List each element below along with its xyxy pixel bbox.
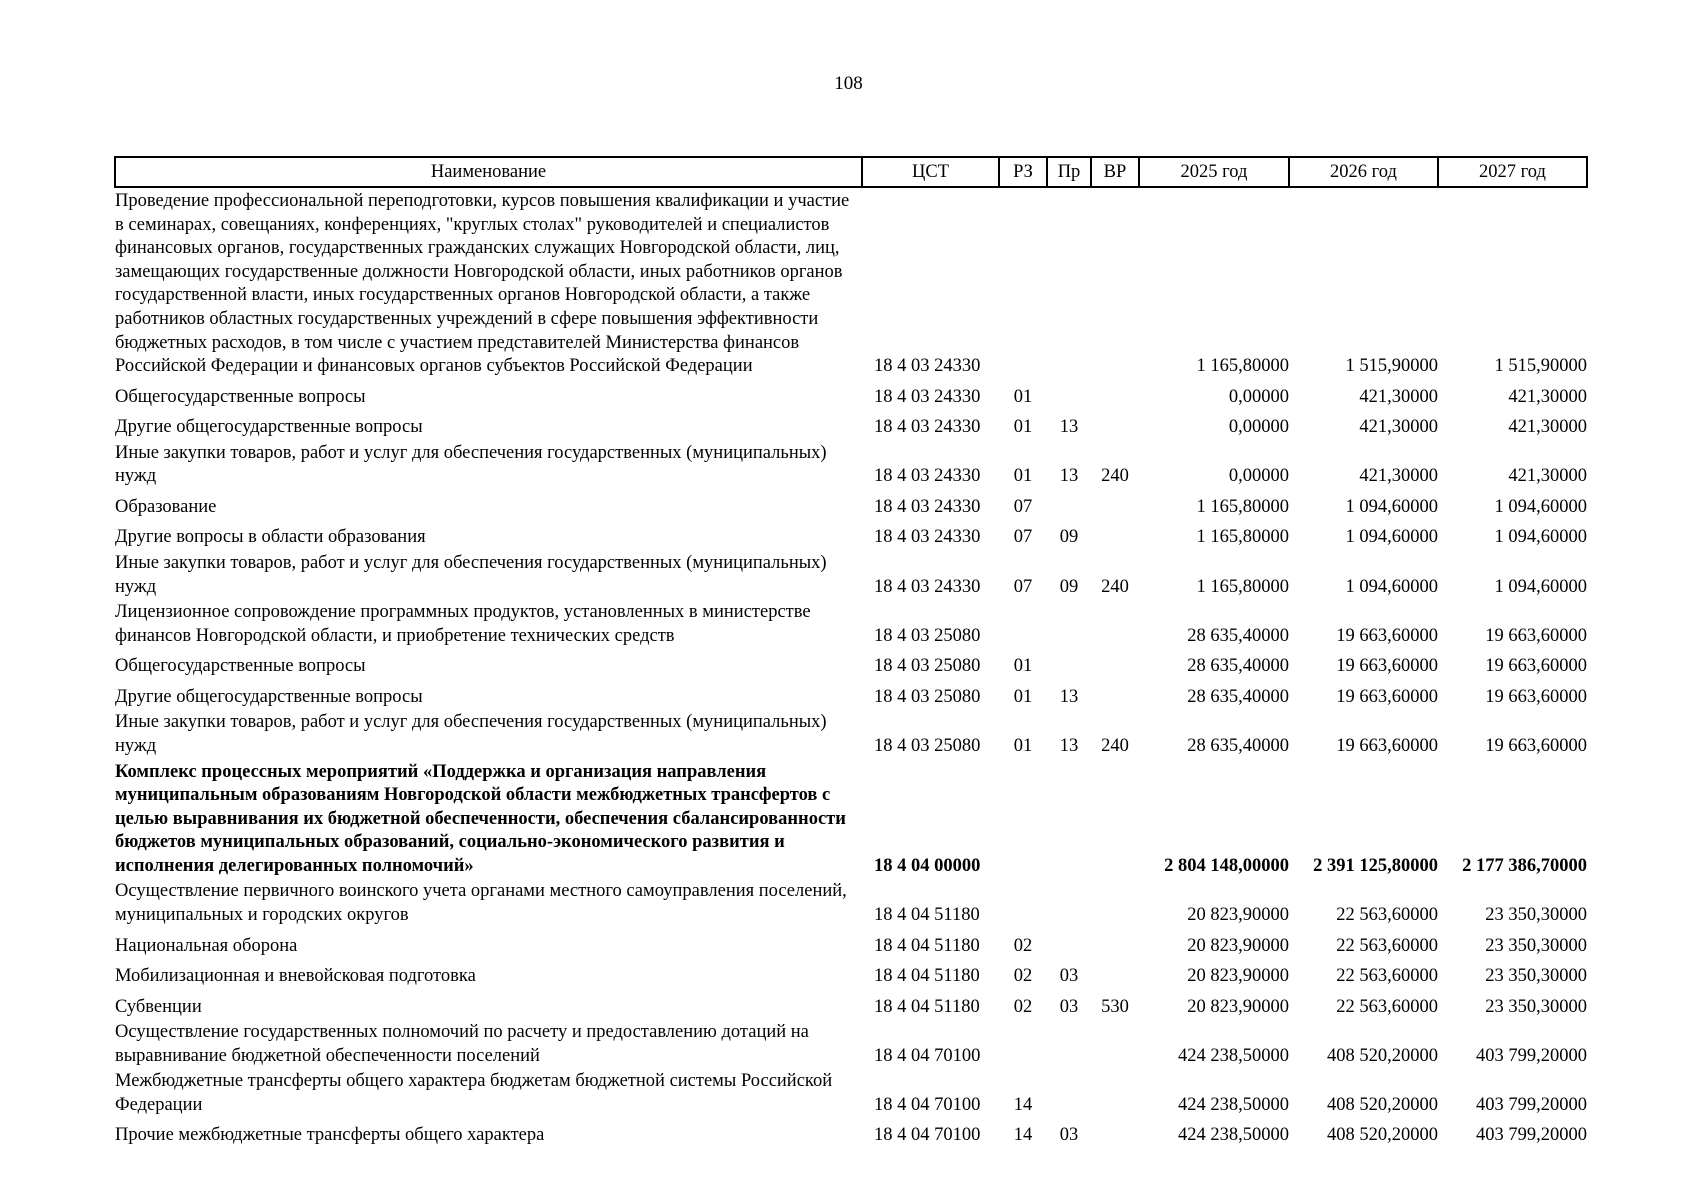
cell-rz xyxy=(999,878,1047,927)
cell-rz: 01 xyxy=(1013,735,1033,756)
cell-rz xyxy=(999,599,1047,648)
cell-name: Осуществление первичного воинского учета органами местного самоуправления поселений, муниципальных и городских округов xyxy=(115,881,847,926)
cell-name: Лицензионное сопровождение программных продуктов, установленных в министерстве финансов Новгородской области, и приобретение технических средств xyxy=(115,602,811,646)
cell-2025: 20 823,90000 xyxy=(1187,996,1289,1017)
table-row xyxy=(115,379,1587,410)
cell-cst: 18 4 03 24330 xyxy=(874,386,981,407)
table-row xyxy=(115,1019,1587,1068)
cell-vr xyxy=(1091,878,1139,927)
cell-cst: 18 4 03 25080 xyxy=(874,625,981,646)
cell-2025: 20 823,90000 xyxy=(1187,966,1289,987)
table-row xyxy=(115,989,1587,1020)
cell-vr xyxy=(1091,187,1139,379)
cell-2026: 1 094,60000 xyxy=(1345,496,1438,517)
cell-pr: 09 xyxy=(1059,576,1079,597)
cell-2025: 28 635,40000 xyxy=(1187,735,1289,756)
cell-2027: 1 094,60000 xyxy=(1494,576,1587,597)
table-row xyxy=(115,440,1587,489)
cell-pr: 13 xyxy=(1059,466,1079,487)
cell-rz: 01 xyxy=(1013,417,1033,438)
cell-rz xyxy=(999,759,1047,879)
cell-cst: 18 4 03 24330 xyxy=(874,527,981,548)
cell-cst: 18 4 03 24330 xyxy=(874,356,981,377)
cell-2025: 1 165,80000 xyxy=(1196,356,1289,377)
cell-cst: 18 4 04 51180 xyxy=(874,996,980,1017)
cell-2025: 28 635,40000 xyxy=(1187,686,1289,707)
cell-pr: 13 xyxy=(1059,735,1079,756)
cell-pr xyxy=(1047,878,1091,927)
cell-2025: 424 238,50000 xyxy=(1178,1094,1289,1115)
cell-pr: 03 xyxy=(1059,966,1079,987)
cell-cst: 18 4 04 51180 xyxy=(874,966,980,987)
cell-cst: 18 4 03 24330 xyxy=(874,576,981,597)
cell-pr: 09 xyxy=(1059,527,1079,548)
cell-2027: 19 663,60000 xyxy=(1485,735,1587,756)
cell-pr xyxy=(1047,928,1091,959)
cell-2026: 421,30000 xyxy=(1359,386,1438,407)
cell-2026: 2 391 125,80000 xyxy=(1313,855,1438,876)
cell-cst: 18 4 03 24330 xyxy=(874,417,981,438)
cell-rz: 14 xyxy=(1013,1094,1033,1115)
cell-2025: 0,00000 xyxy=(1228,417,1289,438)
cell-2027: 403 799,20000 xyxy=(1476,1125,1587,1146)
table-row xyxy=(115,519,1587,550)
header-2026: 2026 год xyxy=(1289,157,1438,187)
cell-pr xyxy=(1047,648,1091,679)
cell-cst: 18 4 04 70100 xyxy=(874,1125,981,1146)
cell-2025: 20 823,90000 xyxy=(1187,935,1289,956)
cell-2027: 1 094,60000 xyxy=(1494,527,1587,548)
cell-rz: 01 xyxy=(1013,686,1033,707)
cell-2027: 403 799,20000 xyxy=(1476,1045,1587,1066)
cell-2025: 28 635,40000 xyxy=(1187,625,1289,646)
header-2025: 2025 год xyxy=(1139,157,1289,187)
cell-2026: 19 663,60000 xyxy=(1336,656,1438,677)
cell-pr: 03 xyxy=(1059,1125,1079,1146)
table-row xyxy=(115,709,1587,758)
cell-2025: 424 238,50000 xyxy=(1178,1125,1289,1146)
cell-2026: 19 663,60000 xyxy=(1336,625,1438,646)
cell-vr xyxy=(1091,648,1139,679)
cell-2026: 408 520,20000 xyxy=(1327,1125,1438,1146)
cell-2027: 1 094,60000 xyxy=(1494,496,1587,517)
table-row xyxy=(115,759,1587,879)
cell-2026: 1 515,90000 xyxy=(1345,356,1438,377)
cell-name: Национальная оборона xyxy=(115,935,298,956)
cell-2026: 408 520,20000 xyxy=(1327,1045,1438,1066)
table-row xyxy=(115,958,1587,989)
cell-vr: 240 xyxy=(1101,466,1129,487)
cell-2026: 22 563,60000 xyxy=(1336,996,1438,1017)
cell-2025: 1 165,80000 xyxy=(1196,496,1289,517)
cell-name: Осуществление государственных полномочий по расчету и предоставлению дотаций на выравнивание бюджетной обеспеченности поселений xyxy=(115,1022,809,1066)
cell-2026: 421,30000 xyxy=(1359,466,1438,487)
cell-name: Образование xyxy=(115,496,217,517)
cell-vr xyxy=(1091,1118,1139,1149)
table-body xyxy=(115,187,1587,1148)
header-name: Наименование xyxy=(115,157,862,187)
cell-2025: 424 238,50000 xyxy=(1178,1045,1289,1066)
cell-vr xyxy=(1091,759,1139,879)
table-row xyxy=(115,599,1587,648)
cell-pr: 13 xyxy=(1059,417,1079,438)
cell-rz: 01 xyxy=(1013,656,1033,677)
cell-2027: 23 350,30000 xyxy=(1485,966,1587,987)
page-number: 108 xyxy=(834,73,863,94)
cell-cst: 18 4 03 24330 xyxy=(874,466,981,487)
cell-vr xyxy=(1091,599,1139,648)
cell-rz: 02 xyxy=(1013,966,1033,987)
table-row xyxy=(115,928,1587,959)
cell-pr xyxy=(1047,1019,1091,1068)
cell-pr: 03 xyxy=(1059,996,1079,1017)
cell-rz: 01 xyxy=(1013,466,1033,487)
cell-name: Общегосударственные вопросы xyxy=(115,386,366,407)
table-row xyxy=(115,550,1587,599)
cell-rz: 02 xyxy=(1013,996,1033,1017)
header-cst: ЦСТ xyxy=(862,157,999,187)
cell-2026: 22 563,60000 xyxy=(1336,935,1438,956)
cell-2027: 19 663,60000 xyxy=(1485,686,1587,707)
cell-vr xyxy=(1091,928,1139,959)
cell-name: Другие общегосударственные вопросы xyxy=(115,417,423,438)
cell-vr: 530 xyxy=(1101,996,1129,1017)
header-vr: ВР xyxy=(1091,157,1139,187)
cell-2027: 23 350,30000 xyxy=(1485,996,1587,1017)
cell-name: Прочие межбюджетные трансферты общего характера xyxy=(115,1125,545,1146)
cell-2026: 421,30000 xyxy=(1359,417,1438,438)
cell-2027: 23 350,30000 xyxy=(1485,905,1587,926)
cell-2026: 19 663,60000 xyxy=(1336,735,1438,756)
table-row xyxy=(115,1068,1587,1117)
table-row xyxy=(115,187,1587,379)
cell-2027: 19 663,60000 xyxy=(1485,625,1587,646)
cell-name: Общегосударственные вопросы xyxy=(115,656,366,677)
cell-rz: 01 xyxy=(1013,386,1033,407)
cell-vr: 240 xyxy=(1101,576,1129,597)
cell-pr xyxy=(1047,489,1091,520)
cell-2026: 1 094,60000 xyxy=(1345,576,1438,597)
cell-rz: 02 xyxy=(1013,935,1033,956)
header-rz: РЗ xyxy=(999,157,1047,187)
cell-2026: 22 563,60000 xyxy=(1336,966,1438,987)
cell-2027: 2 177 386,70000 xyxy=(1462,855,1587,876)
table-row xyxy=(115,878,1587,927)
cell-2026: 19 663,60000 xyxy=(1336,686,1438,707)
cell-2027: 403 799,20000 xyxy=(1476,1094,1587,1115)
cell-vr xyxy=(1091,958,1139,989)
cell-vr xyxy=(1091,1019,1139,1068)
cell-cst: 18 4 03 24330 xyxy=(874,496,981,517)
cell-cst: 18 4 03 25080 xyxy=(874,686,981,707)
cell-2027: 421,30000 xyxy=(1508,466,1587,487)
cell-vr xyxy=(1091,409,1139,440)
cell-name: Другие общегосударственные вопросы xyxy=(115,686,423,707)
cell-cst: 18 4 04 00000 xyxy=(874,855,981,876)
cell-name: Комплекс процессных мероприятий «Поддержка и организация направления муниципальным образованиям Новгородской области межбюджетных трансфертов с целью выравнивания их бюджетной обеспеченности, обеспечения сбалансированности бюджетов муниципальных образований, социально-экономического развития и исполнения делегированных полномочий» xyxy=(115,761,846,876)
cell-cst: 18 4 04 51180 xyxy=(874,905,980,926)
header-pr: Пр xyxy=(1047,157,1091,187)
cell-2026: 1 094,60000 xyxy=(1345,527,1438,548)
cell-2026: 408 520,20000 xyxy=(1327,1094,1438,1115)
cell-cst: 18 4 04 70100 xyxy=(874,1045,981,1066)
table-header xyxy=(115,157,1587,187)
cell-pr xyxy=(1047,1068,1091,1117)
cell-2027: 421,30000 xyxy=(1508,386,1587,407)
cell-name: Иные закупки товаров, работ и услуг для обеспечения государственных (муниципальных) нужд xyxy=(115,442,827,487)
table-row xyxy=(115,1118,1587,1149)
cell-pr xyxy=(1047,379,1091,410)
cell-vr: 240 xyxy=(1101,735,1129,756)
cell-2025: 1 165,80000 xyxy=(1196,527,1289,548)
cell-vr xyxy=(1091,519,1139,550)
cell-2027: 1 515,90000 xyxy=(1494,356,1587,377)
cell-pr: 13 xyxy=(1059,686,1079,707)
cell-vr xyxy=(1091,679,1139,710)
cell-name: Другие вопросы в области образования xyxy=(115,527,426,548)
cell-2025: 2 804 148,00000 xyxy=(1164,855,1289,876)
cell-2025: 28 635,40000 xyxy=(1187,656,1289,677)
table-row xyxy=(115,648,1587,679)
cell-name: Проведение профессиональной переподготовки, курсов повышения квалификации и участие в семинарах, совещаниях, конференциях, "круглых столах" руководителей и специалистов финансовых органов, государственных гражданских служащих Новгородской области, лиц, замещающих государственные должности Новгородской области, иных работников органов государственной власти, иных государственных органов Новгородской области, а также работников областных государственных учреждений в сфере повышения эффективности бюджетных расходов, в том числе с участием представителей Министерства финансов Российской Федерации и финансовых органов субъектов Российской Федерации xyxy=(115,191,850,377)
cell-cst: 18 4 04 70100 xyxy=(874,1094,981,1115)
cell-2026: 22 563,60000 xyxy=(1336,905,1438,926)
table-row xyxy=(115,679,1587,710)
cell-2025: 0,00000 xyxy=(1228,466,1289,487)
cell-cst: 18 4 03 25080 xyxy=(874,735,981,756)
cell-rz: 07 xyxy=(1013,527,1033,548)
cell-name: Межбюджетные трансферты общего характера бюджетам бюджетной системы Российской Федерации xyxy=(115,1071,833,1115)
cell-rz: 07 xyxy=(1013,576,1033,597)
cell-vr xyxy=(1091,1068,1139,1117)
cell-rz xyxy=(999,1019,1047,1068)
cell-2025: 20 823,90000 xyxy=(1187,905,1289,926)
cell-pr xyxy=(1047,599,1091,648)
cell-rz: 14 xyxy=(1013,1125,1033,1146)
table-row xyxy=(115,489,1587,520)
table-row xyxy=(115,409,1587,440)
cell-vr xyxy=(1091,379,1139,410)
cell-rz xyxy=(999,187,1047,379)
cell-rz: 07 xyxy=(1013,496,1033,517)
cell-pr xyxy=(1047,187,1091,379)
cell-2025: 1 165,80000 xyxy=(1196,576,1289,597)
cell-cst: 18 4 03 25080 xyxy=(874,656,981,677)
cell-vr xyxy=(1091,489,1139,520)
cell-name: Мобилизационная и вневойсковая подготовка xyxy=(115,966,476,987)
cell-2025: 0,00000 xyxy=(1228,386,1289,407)
cell-2027: 421,30000 xyxy=(1508,417,1587,438)
cell-cst: 18 4 04 51180 xyxy=(874,935,980,956)
cell-2027: 23 350,30000 xyxy=(1485,935,1587,956)
cell-name: Иные закупки товаров, работ и услуг для обеспечения государственных (муниципальных) нужд xyxy=(115,712,827,756)
cell-2027: 19 663,60000 xyxy=(1485,656,1587,677)
cell-name: Иные закупки товаров, работ и услуг для обеспечения государственных (муниципальных) нужд xyxy=(115,552,827,597)
header-2027: 2027 год xyxy=(1438,157,1587,187)
budget-table xyxy=(114,156,1588,1148)
cell-name: Субвенции xyxy=(115,996,202,1017)
cell-pr xyxy=(1047,759,1091,879)
